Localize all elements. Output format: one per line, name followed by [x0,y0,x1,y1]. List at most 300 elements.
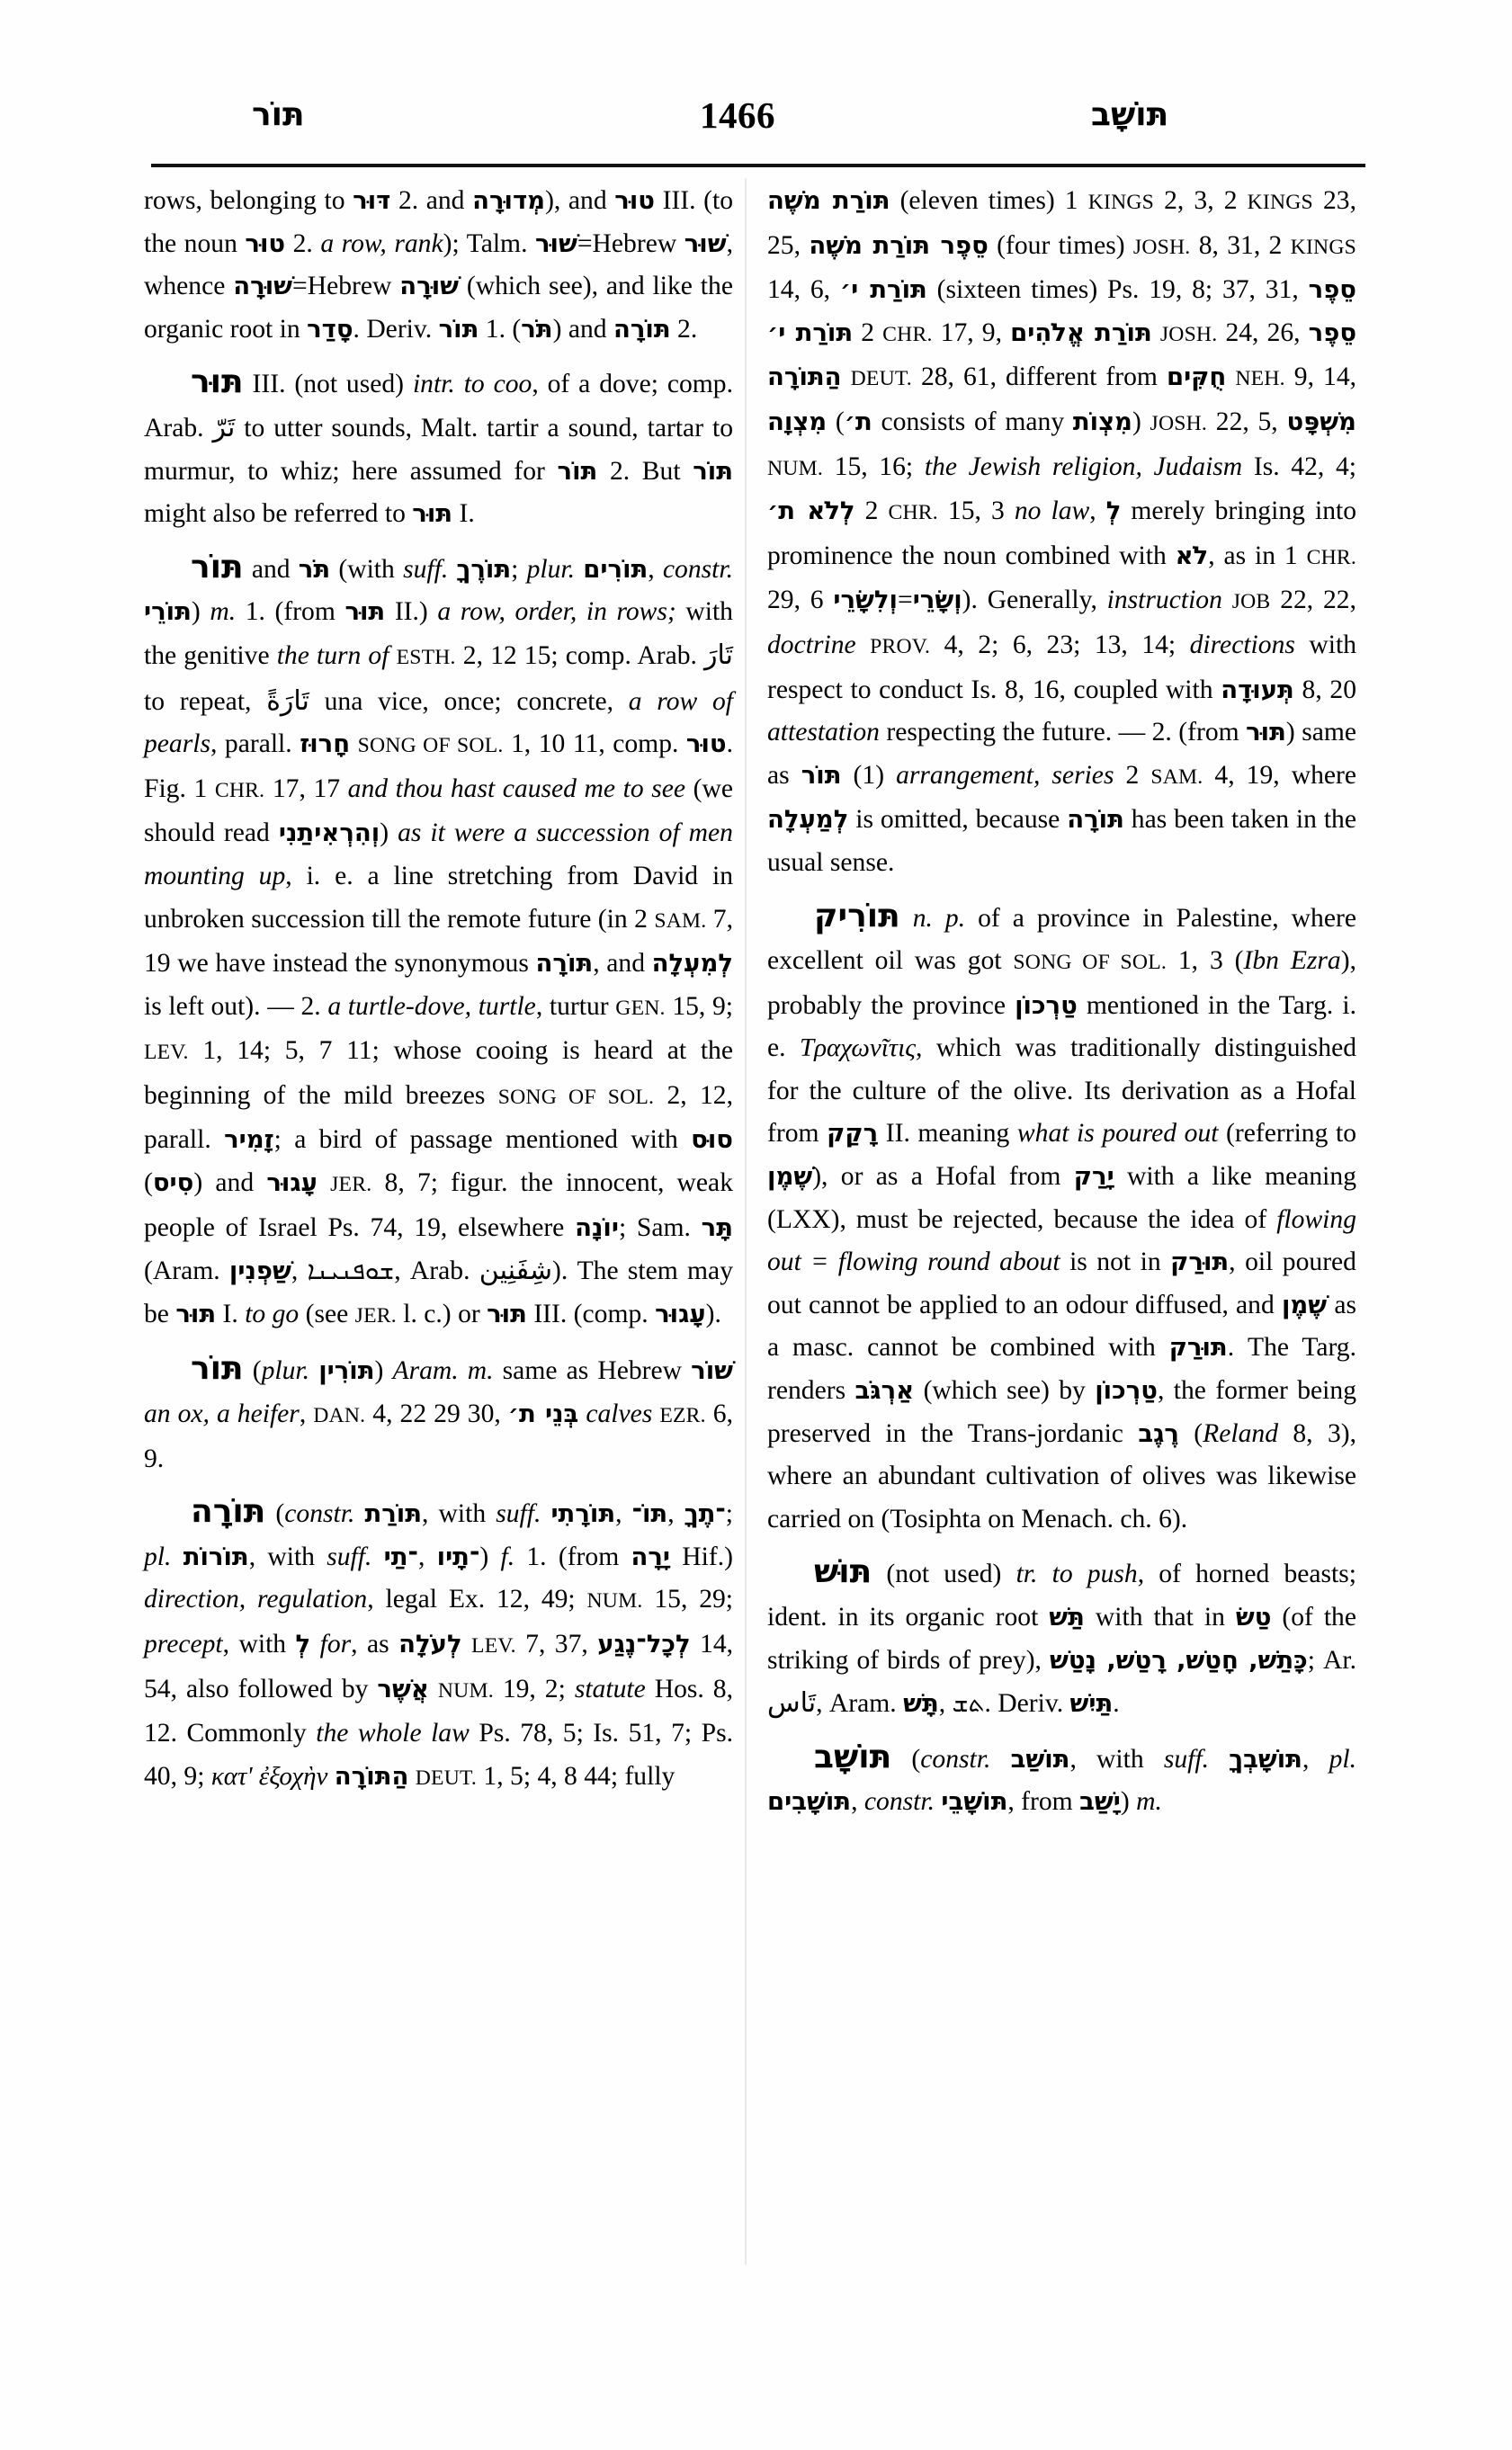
hebrew-word: רָקַק [827,1119,879,1149]
hebrew-word: תּוֹשָׁבְךָ [1229,1744,1302,1774]
body-text: , [1089,496,1106,526]
hebrew-word: וְהִרְאִיתַנִי [278,818,380,848]
body-text [462,1630,471,1659]
gloss-text: an ox, a heifer [144,1399,300,1429]
body-text: , whence [144,228,734,301]
body-text: ) and [552,314,613,344]
hebrew-word: לְמַעְלָה [767,805,849,835]
body-text [371,1542,383,1571]
hebrew-word: תּוֹרַת מֹשֶׁה [767,186,890,215]
scripture-reference: JOB [1231,590,1271,614]
lexicon-paragraph [144,180,733,351]
body-text: 17, 17 [264,773,348,803]
gloss-text: what is poured out [1016,1119,1219,1149]
body-text: rows, belonging to [144,186,353,215]
body-text: ( [1178,1418,1203,1448]
gloss-text: the whole law [316,1719,470,1748]
body-text: ; a bird of passage mentioned with [273,1125,692,1155]
hebrew-word: תּוֹרִים [583,554,649,584]
body-text: , as in 1 [1208,541,1307,570]
body-text: , with [248,1542,327,1571]
hebrew-word: סָדַר [307,314,353,344]
hebrew-word: ת׳ [844,407,872,436]
lexicon-paragraph [767,895,1356,1542]
body-text: ) [380,818,398,848]
body-text: ( [144,1168,153,1198]
body-text: 1, 5; 4, 8 44; fully [477,1761,675,1791]
body-text [900,904,913,933]
body-text: III. (comp. [526,1299,656,1328]
body-text [408,1762,415,1791]
body-text: , with [222,1630,296,1659]
hebrew-word: תּוֹרִין [318,1356,375,1386]
body-text [842,362,851,391]
body-text [327,1762,334,1791]
body-text: ) [1132,407,1150,436]
body-text: 2. and [390,186,473,215]
scripture-reference: NUM. [437,1678,494,1703]
lexicon-paragraph [144,1490,733,1800]
scripture-reference: NEH. [1235,367,1285,391]
body-text: 14, 6, [767,275,840,305]
gloss-text: suff. [403,554,449,584]
body-text: II.) [385,597,438,627]
lexicon-paragraph [144,361,733,535]
body-text: is omitted, because [848,805,1068,835]
scripture-reference: GEN. [615,996,666,1020]
body-text: 14, 54, also followed by [144,1630,734,1703]
hebrew-word: תּוֹר [693,456,734,486]
hebrew-word: בְּנֵי ת׳ [507,1399,579,1429]
body-text: I. [452,499,475,529]
hebrew-word: סֵפֶר תּוֹרַת י׳ [767,275,1356,347]
body-text: una vice, once; concrete, [309,686,629,716]
scripture-reference: SONG OF SOL. [497,1085,655,1109]
body-text [575,555,583,584]
running-head-left-lemma: תּוֹר [252,96,305,133]
entry-lemma: תּוֹר [191,1350,244,1388]
hebrew-word: טוּר [685,729,727,759]
hebrew-word: תֹּר [298,554,331,584]
running-head-right-lemma: תּוֹשָׁב [1091,96,1169,133]
body-text: II. meaning [878,1119,1017,1149]
entry-lemma: תּוּר [191,363,244,401]
hebrew-word: סֵפֶר הַתּוֹרָה [767,317,1357,392]
arabic-word: تَارَ [704,639,733,671]
body-text [541,1499,550,1528]
scripture-reference: CHR. [214,778,265,802]
body-text: , [851,1787,864,1817]
hebrew-word: תּוֹרַת י׳ [839,275,927,305]
gloss-text: n. p. [912,903,966,933]
hebrew-word: תּוּר [175,1299,217,1328]
body-text: , [291,1256,308,1286]
syriac-word: ܫܘܦܢܝܢܐ [307,1256,395,1286]
scripture-reference: JOSH. [1159,322,1218,346]
body-text: (four times) [988,230,1133,260]
gloss-text: the turn of [276,640,389,670]
hebrew-word: מְדוּרָה [472,186,546,215]
gloss-text: Aram. m. [392,1356,494,1386]
hebrew-word: ־תֶךָ [684,1499,726,1529]
hebrew-word: וְשָׂרֵי [912,586,962,615]
gloss-text: a row of pearls [144,686,733,759]
body-text: with a like meaning (LXX), must be rejected, because the idea of [767,1162,1356,1234]
body-text: 4, 19, where [1203,760,1356,790]
body-text: , [615,1499,632,1529]
body-text: Hif.) [670,1542,733,1571]
body-text: 2 [1114,760,1151,790]
gloss-text: Reland [1203,1418,1278,1448]
hebrew-word: תּוֹרָה [613,314,671,344]
hebrew-word: תּוּרַק [1170,1247,1230,1277]
body-text: (we should read [144,773,734,848]
hebrew-word: שׁוּר [684,228,727,258]
hebrew-word: סוּס [691,1125,733,1155]
body-text: , which was traditionally distinguished for the culture of the olive. Its derivation as a Hofal from [767,1033,1356,1149]
hebrew-word: תּוֹר [557,456,598,486]
scripture-reference: SONG OF SOL. [1013,951,1167,975]
body-text: , [938,1689,953,1719]
hebrew-word: שׁוֹר [691,1356,733,1386]
body-text: 7, 37, [515,1630,598,1659]
gloss-text: calves [586,1399,653,1429]
body-text: , legal Ex. 12, 49; [367,1585,587,1614]
body-text: 22, 22, [1270,586,1356,615]
gloss-text: intr. to coo [412,370,532,399]
body-text: to repeat, [144,686,267,716]
body-text: ), or as a Hofal from [812,1162,1074,1192]
hebrew-word: לְכָל־נֶגַע [597,1630,691,1659]
body-text: , with [422,1499,497,1529]
entry-lemma: תּוֹר [191,548,244,586]
gloss-text: attestation [767,718,880,747]
hebrew-word: סֵפֶר תּוֹרַת מֹשֶׁה [809,230,989,260]
body-text: (eleven times) 1 [890,186,1088,215]
body-text: Ps. 78, 5; Is. 51, 7; Ps. 40, 9; [144,1719,733,1791]
body-text: , [648,554,663,584]
greek-word: Τραχωνῖτις [799,1033,917,1063]
hebrew-word: טוּר [245,228,286,258]
body-text: , of a dove; comp. Arab. [144,370,733,443]
gloss-text: f. [500,1542,515,1571]
scripture-reference: DEUT. [850,367,912,391]
body-text: l. c.) or [396,1299,488,1328]
hebrew-word: תּוּר [1246,718,1286,747]
scripture-reference: KINGS [1247,191,1313,214]
hebrew-word: טוּר [614,186,655,215]
body-text [1222,586,1232,614]
hebrew-word: לֹא [1175,541,1209,570]
body-text: , [417,1542,437,1571]
scripture-reference: LEV. [144,1041,189,1065]
hebrew-word: מִשְׁפָּט [1286,407,1356,436]
hebrew-word: יָרַק [1073,1162,1114,1192]
hebrew-word: תּוֹרֶךָ [456,554,512,584]
body-text: 2, 12 15; comp. Arab. [455,640,705,670]
hebrew-word: וְלִשָׂרֵי [833,586,898,615]
body-text: same as Hebrew [493,1356,692,1386]
body-text [309,1356,318,1385]
hebrew-word: מִצְוָה [767,407,828,436]
body-text: 29, 6 [767,586,834,615]
gloss-text: and thou hast caused me to see [347,773,686,803]
body-text: (1) [841,760,897,790]
hebrew-word: תּוֹשָׁבִים [767,1787,852,1817]
gloss-text: m. [210,597,237,627]
arabic-word: تَارَةً [266,684,309,717]
body-text: ). [705,1299,721,1328]
hebrew-word: תַּיִשׁ [1069,1689,1114,1719]
body-text: of a province in Palestine, where excellent oil was got [767,903,1356,976]
gloss-text: directions [1189,630,1295,659]
hebrew-word: טַרְכוֹן [1095,1376,1158,1406]
body-text: 1, 3 ( [1166,946,1244,976]
body-text: 8, 20 [1293,675,1357,704]
body-text: . Deriv. [984,1689,1070,1719]
body-text: with respect to conduct Is. 8, 16, coupled with [767,630,1356,704]
body-text: 4, 2; 6, 23; 13, 14; [930,630,1190,659]
gloss-text: the Jewish religion, Judaism [924,452,1243,481]
body-text: , Aram. [816,1689,904,1719]
body-text: , from [1007,1787,1080,1817]
scripture-reference: PROV. [870,634,931,658]
body-text: 1. (from [236,597,345,627]
scripture-reference: SAM. [1150,765,1203,789]
body-text: 6, 9. [144,1399,734,1473]
body-text: 15, 16; [822,452,925,481]
arabic-word: تَرّ [212,411,236,443]
body-text [350,729,358,758]
scripture-reference: LEV. [471,1634,516,1658]
hebrew-word: יָשַׁב [1079,1787,1121,1817]
gloss-text: constr. [920,1744,991,1774]
body-text: (with [330,554,404,584]
body-text: . [1113,1689,1120,1719]
body-text: , as [351,1630,399,1659]
gloss-text: suff. [1163,1744,1210,1774]
hebrew-word: לְ [1105,496,1122,526]
body-text: 23, 25, [767,186,1357,260]
body-text: ); Talm. [443,228,535,258]
body-text: (see [299,1299,355,1328]
body-text: is left out). — 2. [144,991,328,1021]
hebrew-word: תּוֹרָתִי [550,1499,616,1529]
body-text [389,641,396,670]
lexicon-paragraph [767,1551,1356,1725]
body-text: ; Sam. [618,1212,702,1242]
entry-lemma: תּוֹשָׁב [814,1738,892,1775]
body-text: 1, 10 11, comp. [503,729,686,759]
gloss-text: direction, regulation [144,1585,368,1614]
hebrew-word: תּוּר [487,1299,527,1328]
body-text: . Deriv. [353,314,439,344]
hebrew-word: תּוֹ־ [631,1499,668,1529]
body-text: III. (not used) [243,370,413,399]
body-text: as a masc. cannot be combined with [767,1290,1356,1363]
hebrew-word: טַשׂ [1235,1603,1272,1632]
hebrew-word: תּוֹרֵי [144,597,192,627]
hebrew-word: תּוּר [412,499,453,529]
gloss-text: pl. [1329,1744,1356,1774]
body-text: consists of many [872,407,1073,436]
body-text: ) [479,1542,501,1571]
scripture-reference: ESTH. [396,645,456,669]
hebrew-word: לְ [295,1630,311,1659]
body-text: 1. (from [514,1542,631,1571]
gloss-text: plur. [261,1356,310,1386]
scripture-reference: JER. [330,1173,372,1197]
body-text: (which see) by [914,1376,1096,1406]
body-text: 2 [853,317,883,347]
gloss-text: constr. [662,554,734,584]
scripture-reference: EZR. [659,1404,706,1428]
body-text: , turtur [535,991,616,1021]
body-text: (of the striking of birds of prey), [767,1603,1356,1675]
body-text: ( [891,1744,921,1774]
lexicon-paragraph [144,1347,733,1480]
hebrew-word: מִצְוֹת [1072,407,1132,436]
arabic-word: شِفَنِين [479,1255,553,1287]
body-text: 22, 5, [1207,407,1287,436]
hebrew-word: שֶׁמֶן [767,1162,813,1192]
gloss-text: a row, order, in rows; [437,597,676,627]
scripture-reference: DEUT. [415,1766,478,1790]
greek-word: κατ' ἐξοχὴν [210,1761,328,1791]
body-text: 17, 9, [932,317,1011,347]
hebrew-word: תּוֹשַׁב [1010,1744,1070,1774]
body-text: ). The stem may be [144,1256,733,1328]
gloss-text: flowing out = flowing round about [767,1204,1356,1277]
body-text: I. [216,1299,246,1328]
body-text [354,1499,364,1528]
body-text: , and [593,949,652,979]
body-text [310,1630,319,1659]
body-text: merely bringing into prominence the noun combined with [767,496,1357,570]
hebrew-word: תּוֹרַת [364,1499,423,1529]
body-text: is not in [1060,1247,1171,1277]
body-text: ) and [193,1168,267,1198]
hebrew-word: רֶגֶב [1138,1418,1179,1448]
gloss-text: for [319,1630,352,1659]
scripture-reference: CHR. [888,501,938,525]
body-text: 9, 14, [1284,362,1357,392]
body-text: 2, 3, 2 [1154,186,1248,215]
body-text: 2 [854,496,889,526]
body-text: 8, 7; figur. the innocent, weak people of Israel Ps. 74, 19, elsewhere [144,1168,733,1242]
hebrew-word: תּוֹרָה [535,949,594,979]
body-text: Hos. 8, 12. Commonly [144,1674,733,1748]
body-text: . The Targ. renders [767,1333,1356,1406]
hebrew-word: לְעֹלָה [398,1630,462,1659]
gloss-text: Ibn Ezra [1243,946,1341,976]
hebrew-word: יָרָה [631,1542,671,1571]
scripture-reference: SONG OF SOL. [357,734,504,758]
hebrew-word: תֹּר [521,314,553,344]
gloss-text: constr. [284,1499,355,1529]
body-text: ; [511,554,527,584]
hebrew-word: חָרוּז [300,729,351,759]
body-text [1152,318,1160,347]
body-text: to utter sounds, Malt. tartir a sound, tartar to murmur, to whiz; here assumed for [144,413,733,486]
hebrew-word: תּוֹרוֹת [183,1542,249,1571]
body-text: 15, 3 [937,496,1015,526]
hebrew-word: תּוֹשָׁבֵי [941,1787,1008,1817]
scripture-reference: SAM. [654,908,707,933]
body-text: ) [1120,1787,1137,1817]
body-text: = [897,586,913,615]
hebrew-word: לְלֹא ת׳ [767,496,855,526]
scripture-reference: DAN. [313,1404,366,1428]
body-text: mentioned in the Targ. i. e. [767,990,1356,1063]
gloss-text: m. [1136,1787,1162,1817]
body-text: 7, 19 we have instead the synonymous [144,904,733,979]
body-text: 2, 12, parall. [144,1080,733,1155]
left-column [144,180,733,1800]
body-text: ; Ar. [1307,1645,1356,1675]
gloss-text: tr. to push [1015,1560,1138,1589]
body-text [171,1542,183,1571]
hebrew-word: דּוּר [353,186,391,215]
gloss-text: statute [574,1674,646,1703]
body-text: , oil poured out cannot be applied to an odour diffused, and [767,1247,1356,1319]
gloss-text: plur. [526,554,576,584]
body-text: 8, 3), where an abundant cultivation of olives was likewise carried on (Tosiphta on Menach. ch. 6). [767,1418,1356,1533]
lexicon-paragraph [767,1736,1356,1824]
entry-lemma: תּוֹרָה [191,1493,266,1531]
scripture-reference: NUM. [767,456,823,480]
body-text: , [667,1499,684,1529]
hebrew-word: אֲשֶׁר [377,1674,429,1703]
body-text: 8, 31, 2 [1190,230,1291,260]
running-head [151,86,1364,151]
body-text: 28, 61, different from [911,362,1167,392]
hebrew-word: כָּתַשׁ, חָטַשׁ, רָטַשׁ, נָטַשׁ [1050,1645,1308,1675]
hebrew-word: תּוֹרָה [1067,805,1124,835]
body-text: . Fig. 1 [144,729,734,803]
gloss-text: to go [245,1299,300,1328]
hebrew-word: תְּעוּדָה [1221,675,1294,704]
gloss-text: no law [1014,496,1090,526]
body-text: ), probably the province [767,946,1356,1020]
body-text: (which see), and like the organic root in [144,272,733,344]
body-text: , parall. [210,729,300,759]
column-divider [745,178,747,2265]
body-text: and [243,554,299,584]
body-text: =Hebrew [577,228,684,258]
lexicon-paragraph [767,180,1356,885]
body-text: ) same as [767,718,1356,790]
gloss-text: doctrine [767,630,856,659]
hebrew-word: חֻקִּים [1166,362,1227,392]
body-text: 1. ( [479,314,522,344]
hebrew-word: הַתּוֹרָה [334,1761,409,1791]
body-text: =Hebrew [292,272,400,301]
body-text: 24, 26, [1217,317,1309,347]
body-text: ) [374,1356,393,1386]
body-text: ; [725,1499,734,1529]
body-text: has been taken in the usual sense. [767,805,1356,877]
hebrew-word: יוֹנָה [575,1212,619,1242]
body-text: 4, 22 29 30, [365,1399,508,1429]
body-text [1209,1745,1229,1774]
body-text: ) [191,597,210,627]
scripture-reference: JER. [354,1303,397,1328]
entry-lemma: תּוֹרִיק [814,897,900,934]
scripture-reference: KINGS [1087,191,1155,214]
body-text: Is. 42, 4; [1242,452,1356,481]
gloss-text: a turtle-dove, turtle [327,991,536,1021]
